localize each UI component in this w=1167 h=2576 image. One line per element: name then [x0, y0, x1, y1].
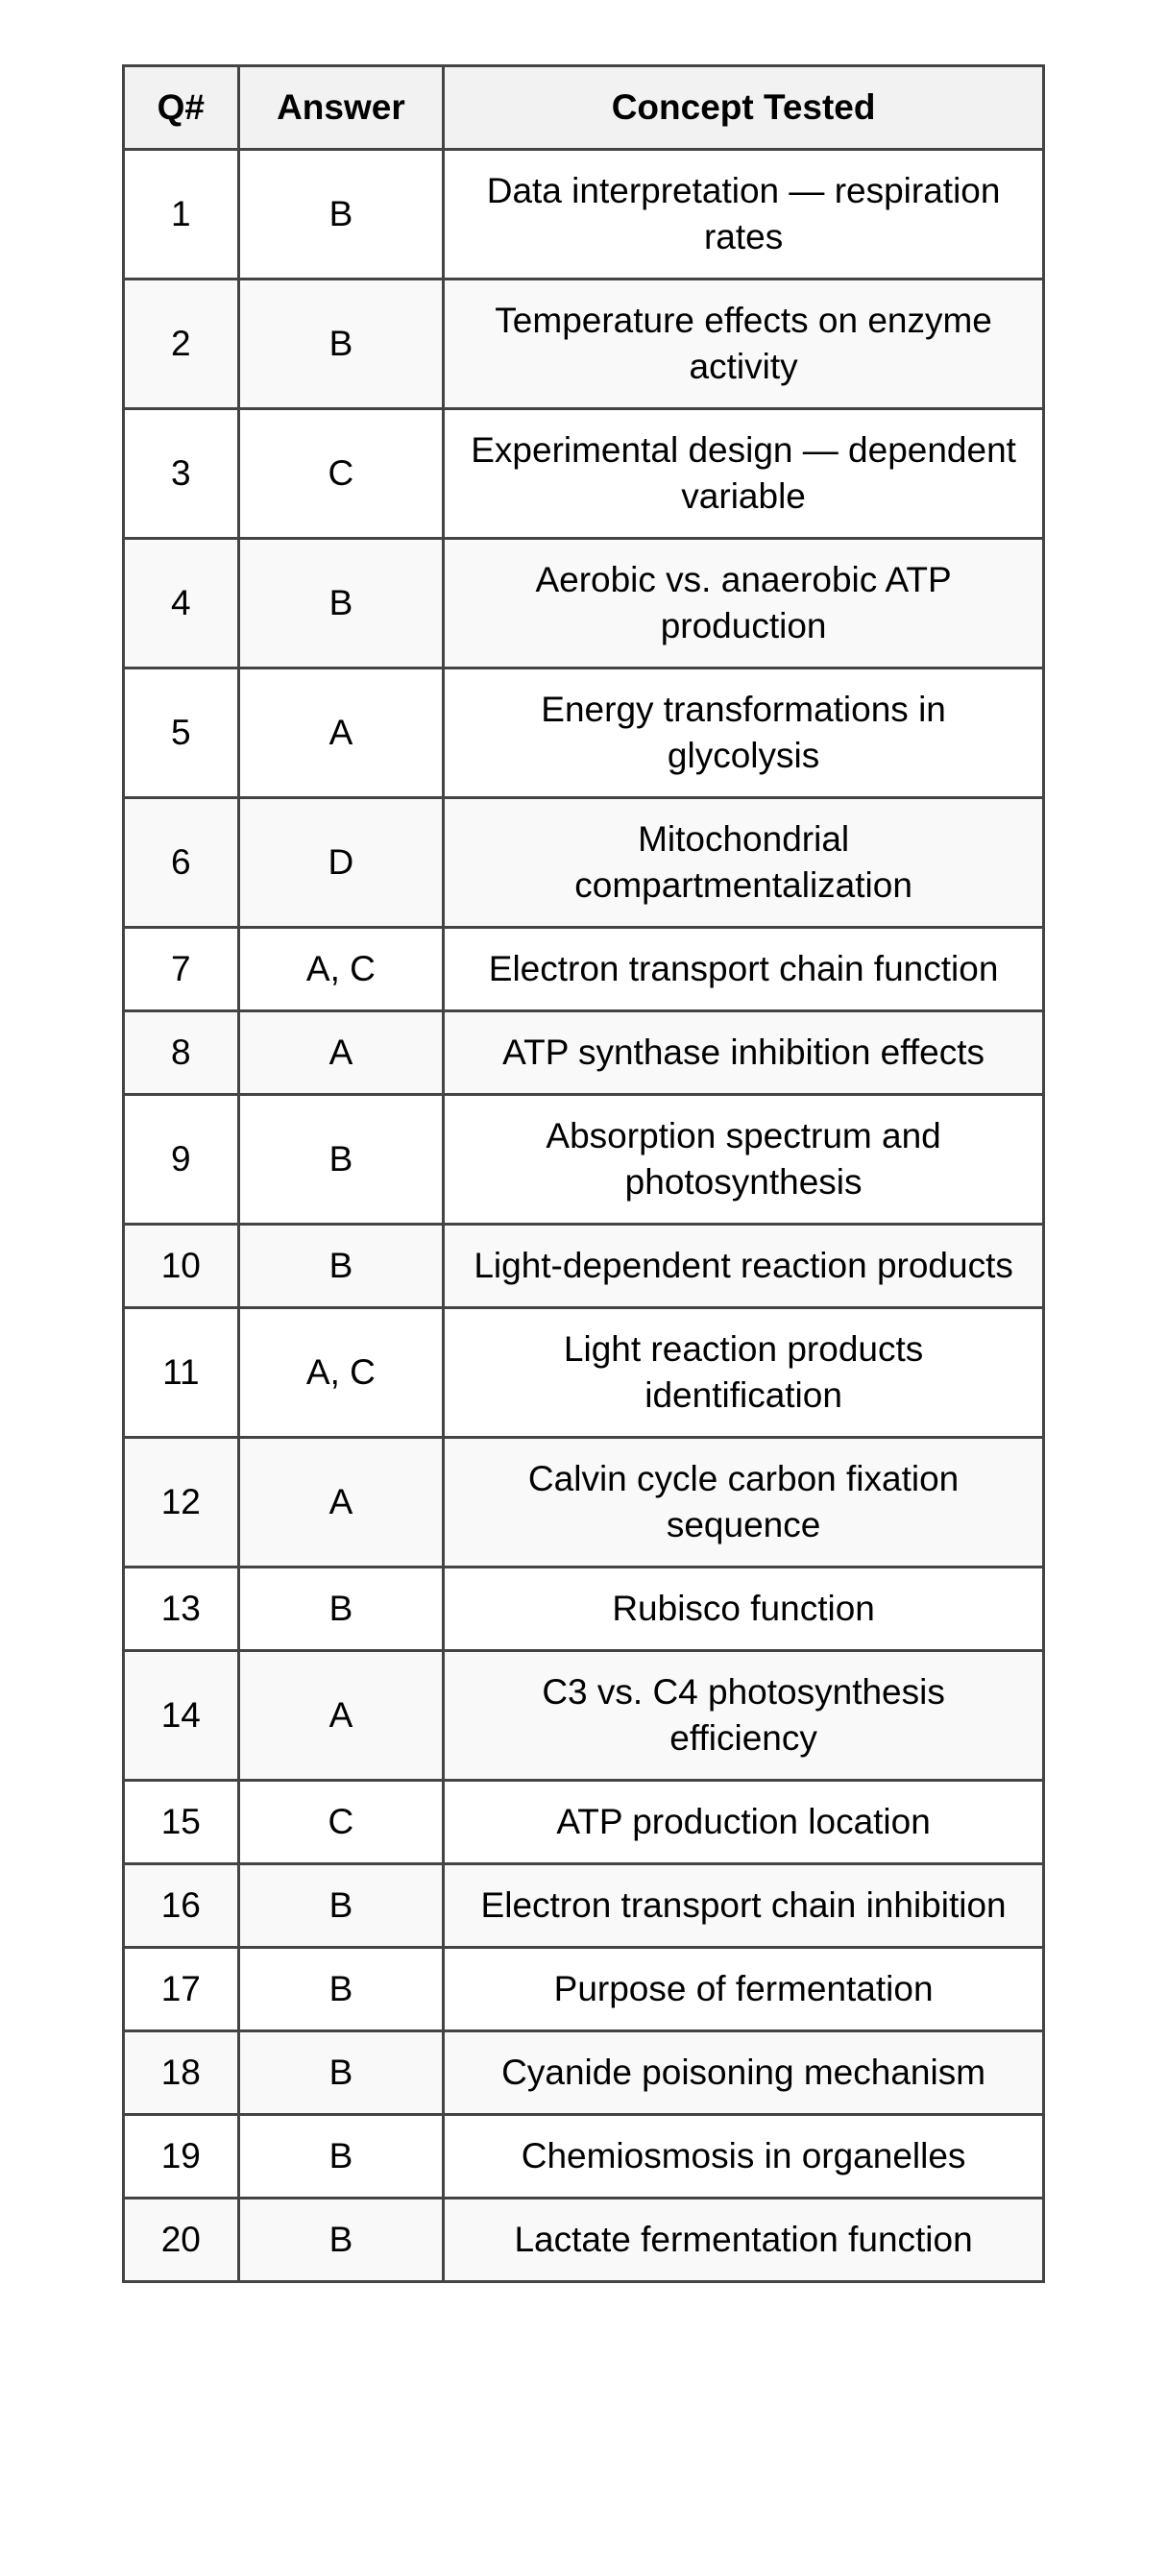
header-answer: Answer [238, 66, 444, 150]
question-number-cell: 8 [124, 1011, 239, 1095]
answer-cell: B [238, 1864, 444, 1948]
answer-cell: B [238, 1567, 444, 1651]
table-row [124, 150, 1044, 279]
answer-cell: B [238, 2031, 444, 2115]
answer-cell: B [238, 539, 444, 668]
answer-cell: A [238, 1651, 444, 1781]
question-number-cell: 20 [124, 2199, 239, 2282]
question-number-cell: 18 [124, 2031, 239, 2115]
concept-cell: Aerobic vs. anaerobic ATP production [444, 539, 1044, 668]
question-number-cell: 2 [124, 279, 239, 409]
concept-cell: Temperature effects on enzyme activity [444, 279, 1044, 409]
question-number-cell: 7 [124, 928, 239, 1011]
answer-cell: C [238, 1781, 444, 1864]
table-row [124, 1011, 1044, 1095]
table-row [124, 1781, 1044, 1864]
question-number-cell: 3 [124, 409, 239, 539]
question-number-cell: 6 [124, 798, 239, 928]
question-number-cell: 16 [124, 1864, 239, 1948]
answer-cell: B [238, 150, 444, 279]
question-number-cell: 15 [124, 1781, 239, 1864]
answer-cell: A, C [238, 928, 444, 1011]
header-question-number: Q# [124, 66, 239, 150]
concept-cell: Mitochondrial compartmentalization [444, 798, 1044, 928]
question-number-cell: 17 [124, 1948, 239, 2031]
question-number-cell: 1 [124, 150, 239, 279]
header-concept-tested: Concept Tested [444, 66, 1044, 150]
question-number-cell: 14 [124, 1651, 239, 1781]
question-number-cell: 9 [124, 1095, 239, 1225]
answer-cell: A [238, 1011, 444, 1095]
table-row [124, 1095, 1044, 1225]
table-row [124, 2031, 1044, 2115]
table-row [124, 668, 1044, 798]
table-row [124, 279, 1044, 409]
table-row [124, 2199, 1044, 2282]
concept-cell: Data interpretation — respiration rates [444, 150, 1044, 279]
concept-cell: Light reaction products identification [444, 1308, 1044, 1438]
table-row [124, 1225, 1044, 1308]
question-number-cell: 11 [124, 1308, 239, 1438]
table-row [124, 798, 1044, 928]
concept-cell: Energy transformations in glycolysis [444, 668, 1044, 798]
question-number-cell: 12 [124, 1438, 239, 1567]
concept-cell: Rubisco function [444, 1567, 1044, 1651]
concept-cell: Lactate fermentation function [444, 2199, 1044, 2282]
answer-cell: B [238, 2199, 444, 2282]
table-row [124, 1438, 1044, 1567]
question-number-cell: 5 [124, 668, 239, 798]
answer-cell: A [238, 1438, 444, 1567]
answer-key-table [122, 64, 1045, 2283]
answer-cell: B [238, 279, 444, 409]
answer-cell: C [238, 409, 444, 539]
header-row [124, 66, 1044, 150]
table-row [124, 1567, 1044, 1651]
table-row [124, 2115, 1044, 2199]
concept-cell: C3 vs. C4 photosynthesis efficiency [444, 1651, 1044, 1781]
concept-cell: ATP synthase inhibition effects [444, 1011, 1044, 1095]
table-row [124, 1651, 1044, 1781]
concept-cell: Absorption spectrum and photosynthesis [444, 1095, 1044, 1225]
table-row [124, 539, 1044, 668]
answer-cell: A, C [238, 1308, 444, 1438]
concept-cell: Experimental design — dependent variable [444, 409, 1044, 539]
answer-cell: A [238, 668, 444, 798]
answer-cell: B [238, 1095, 444, 1225]
concept-cell: Calvin cycle carbon fixation sequence [444, 1438, 1044, 1567]
table-body [124, 150, 1044, 2282]
concept-cell: ATP production location [444, 1781, 1044, 1864]
question-number-cell: 10 [124, 1225, 239, 1308]
concept-cell: Electron transport chain function [444, 928, 1044, 1011]
table-row [124, 928, 1044, 1011]
concept-cell: Purpose of fermentation [444, 1948, 1044, 2031]
answer-cell: B [238, 1948, 444, 2031]
table-row [124, 1948, 1044, 2031]
answer-cell: B [238, 1225, 444, 1308]
question-number-cell: 13 [124, 1567, 239, 1651]
table-row [124, 1864, 1044, 1948]
concept-cell: Chemiosmosis in organelles [444, 2115, 1044, 2199]
table-row [124, 1308, 1044, 1438]
concept-cell: Light-dependent reaction products [444, 1225, 1044, 1308]
concept-cell: Electron transport chain inhibition [444, 1864, 1044, 1948]
table-row [124, 409, 1044, 539]
answer-cell: D [238, 798, 444, 928]
concept-cell: Cyanide poisoning mechanism [444, 2031, 1044, 2115]
question-number-cell: 19 [124, 2115, 239, 2199]
question-number-cell: 4 [124, 539, 239, 668]
answer-cell: B [238, 2115, 444, 2199]
